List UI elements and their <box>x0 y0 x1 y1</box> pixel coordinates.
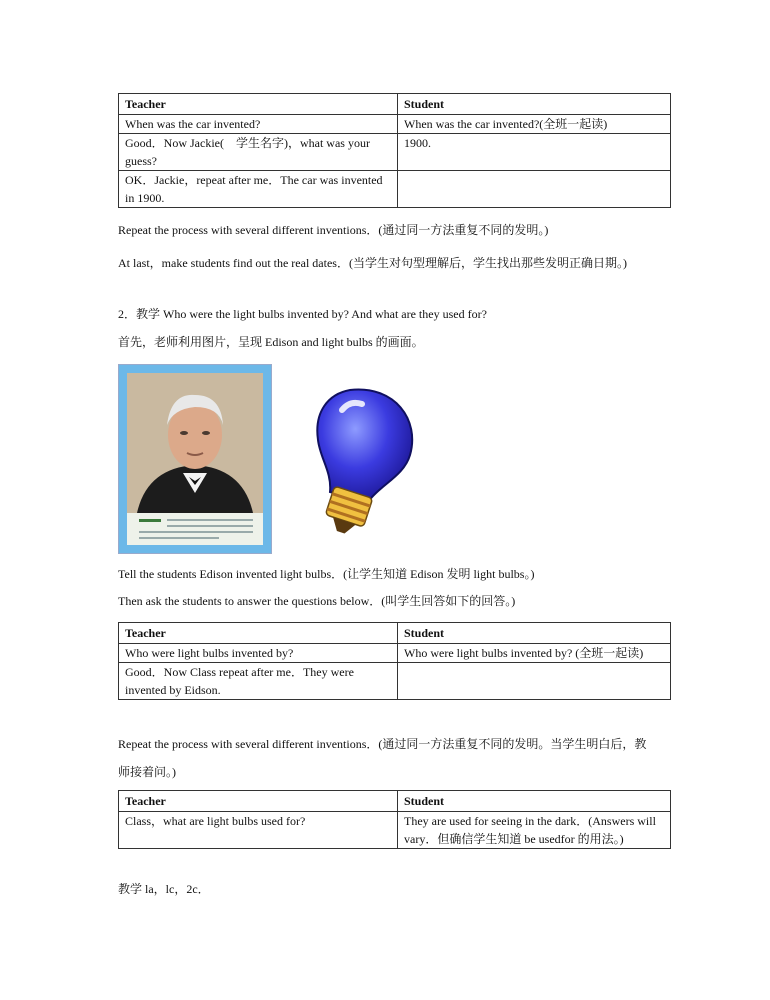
paragraph: Tell the students Edison invented light bulbs．(让学生知道 Edison 发明 light bulbs。) <box>118 567 535 581</box>
student-header: Student <box>398 94 671 115</box>
student-cell: They are used for seeing in the dark．(Answers will vary．但确信学生知道 be usedfor 的用法。) <box>398 812 671 849</box>
teacher-cell: OK．Jackie，repeat after me．The car was invented in 1900. <box>119 171 398 208</box>
teacher-cell: Class，what are light bulbs used for? <box>119 812 398 849</box>
table-row <box>119 663 671 700</box>
table-header-row <box>119 623 671 644</box>
teacher-cell: Who were light bulbs invented by? <box>119 644 398 663</box>
paragraph: Repeat the process with several different inventions．(通过同一方法重复不同的发明。当学生明白后，教师接着问。) <box>118 737 647 779</box>
dialogue-table-2 <box>118 622 671 700</box>
teacher-cell: When was the car invented? <box>119 115 398 134</box>
teacher-cell: Good．Now Class repeat after me．They were invented by Eidson. <box>119 663 398 700</box>
student-header: Student <box>398 623 671 644</box>
paragraph: At last，make students find out the real dates．(当学生对句型理解后，学生找出那些发明正确日期。) <box>118 256 627 270</box>
dialogue-table-1 <box>118 93 671 208</box>
paragraph: 首先，老师利用图片，呈现 Edison and light bulbs 的画面。 <box>118 335 424 349</box>
student-cell <box>398 171 671 208</box>
table-row <box>119 812 671 849</box>
student-cell: When was the car invented?(全班一起读) <box>398 115 671 134</box>
table-row <box>119 171 671 208</box>
teacher-header: Teacher <box>119 623 398 644</box>
paragraph: 教学 la，lc，2c． <box>118 882 210 896</box>
table-row <box>119 134 671 171</box>
teacher-header: Teacher <box>119 791 398 812</box>
paragraph: Then ask the students to answer the questions below．(叫学生回答如下的回答。) <box>118 594 516 608</box>
dialogue-table-3 <box>118 790 671 849</box>
table-header-row <box>119 791 671 812</box>
student-cell: 1900. <box>398 134 671 171</box>
student-cell: Who were light bulbs invented by? (全班一起读) <box>398 644 671 663</box>
student-header: Student <box>398 791 671 812</box>
table-row <box>119 115 671 134</box>
paragraph: 2．教学 Who were the light bulbs invented by? And what are they used for? <box>118 307 487 321</box>
light-bulb-icon <box>280 380 425 550</box>
table-header-row <box>119 94 671 115</box>
table-row <box>119 644 671 663</box>
teacher-cell: Good．Now Jackie( 学生名字)，what was your guess? <box>119 134 398 171</box>
student-cell <box>398 663 671 700</box>
teacher-header: Teacher <box>119 94 398 115</box>
paragraph: Repeat the process with several different inventions．(通过同一方法重复不同的发明。) <box>118 223 549 237</box>
edison-portrait <box>118 364 272 554</box>
portrait-icon <box>127 373 263 545</box>
